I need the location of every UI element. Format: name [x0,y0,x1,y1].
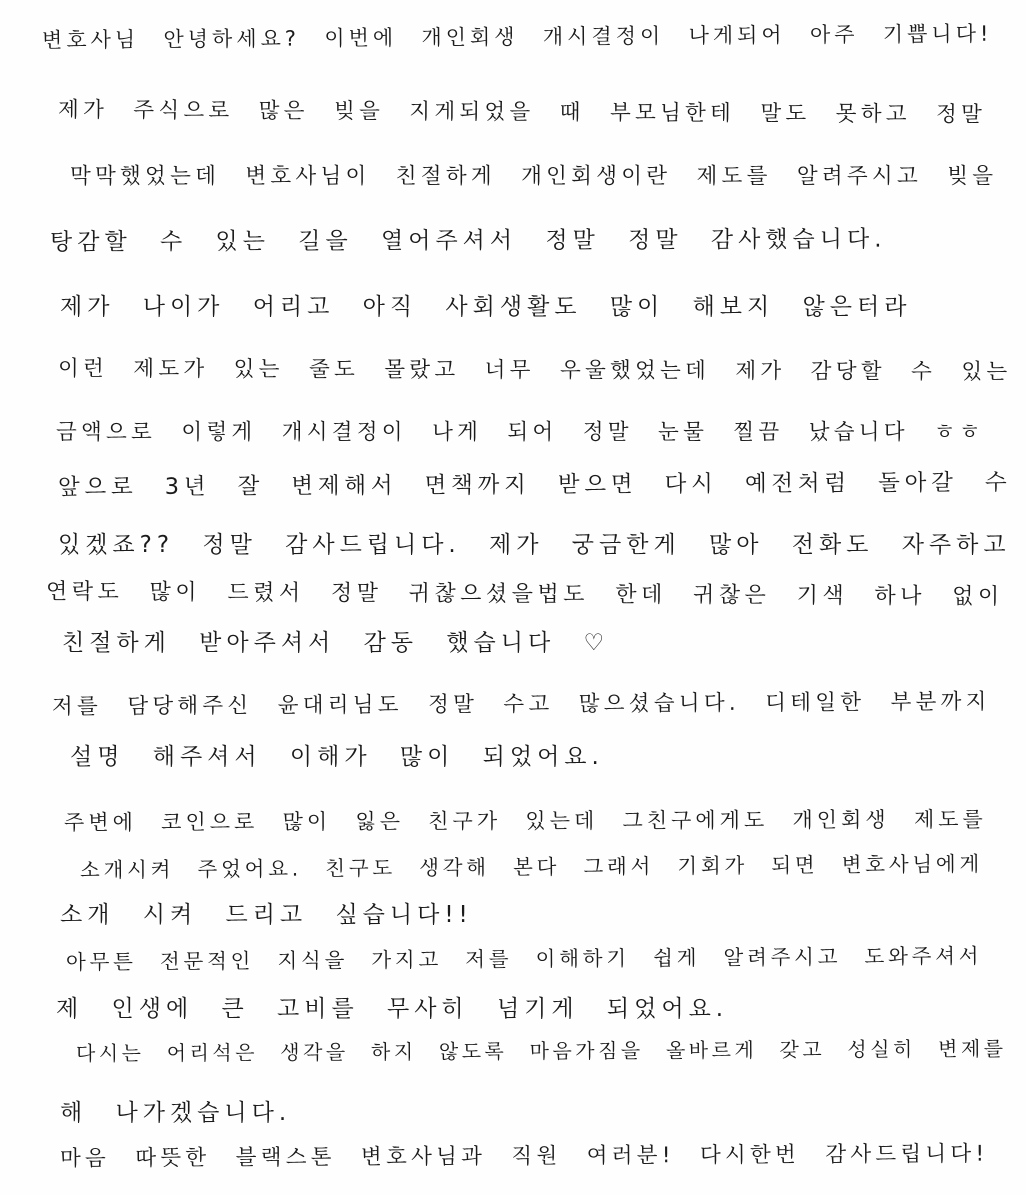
letter-line: 소개시켜 주었어요. 친구도 생각해 본다 그래서 기회가 되면 변호사님에게 [79,851,984,883]
letter-line: 변호사님 안녕하세요? 이번에 개인회생 개시결정이 나게되어 아주 기쁩니다! [41,21,993,53]
letter-line: 아무튼 전문적인 지식을 가지고 저를 이해하기 쉽게 알려주시고 도와주셔서 [65,943,983,975]
letter-line: 탕감할 수 있는 길을 열어주셔서 정말 정말 감사했습니다. [49,226,887,256]
letter-line: 주변에 코인으로 많이 잃은 친구가 있는데 그친구에게도 개인회생 제도를 [63,807,987,835]
letter-line: 막막했었는데 변호사님이 친절하게 개인회생이란 제도를 알려주시고 빚을 [70,164,998,189]
letter-line: 해 나가겠습니다. [60,1100,292,1126]
letter-line: 마음 따뜻한 블랙스톤 변호사님과 직원 여러분! 다시한번 감사드립니다! [59,1141,989,1172]
letter-line: 친절하게 받아주셔서 감동 했습니다 ♡ [62,630,610,656]
letter-line: 있겠죠?? 정말 감사드립니다. 제가 궁금한게 많아 전화도 자주하고 [58,532,1011,558]
letter-line: 저를 담당해주신 윤대리님도 정말 수고 많으셨습니다. 디테일한 부분까지 [51,689,991,720]
letter-line: 제가 주식으로 많은 빚을 지게되었을 때 부모님한테 말도 못하고 정말 [57,97,987,128]
letter-line: 연락도 많이 드렸서 정말 귀찮으셨을법도 한데 귀찮은 기색 하나 없이 [45,579,1004,610]
letter-line: 앞으로 3년 잘 변제해서 면책까지 받으면 다시 예전처럼 돌아갈 수 [57,469,1012,501]
letter-line: 소개 시켜 드리고 싶습니다!! [60,902,473,928]
letter-line: 다시는 어리석은 생각을 하지 않도록 마음가짐을 올바르게 갖고 성실히 변제를 [75,1036,1007,1066]
letter-line: 제 인생에 큰 고비를 무사히 넘기게 되었어요. [56,996,729,1022]
letter-line: 제가 나이가 어리고 아직 사회생활도 많이 해보지 않은터라 [60,294,912,320]
letter-line: 이런 제도가 있는 줄도 몰랐고 너무 우울했었는데 제가 감당할 수 있는 [57,356,1012,385]
letter-line: 금액으로 이렇게 개시결정이 나게 되어 정말 눈물 찔끔 났습니다 ㅎㅎ [56,420,985,445]
letter-line: 설명 해주셔서 이해가 많이 되었어요. [70,744,604,770]
